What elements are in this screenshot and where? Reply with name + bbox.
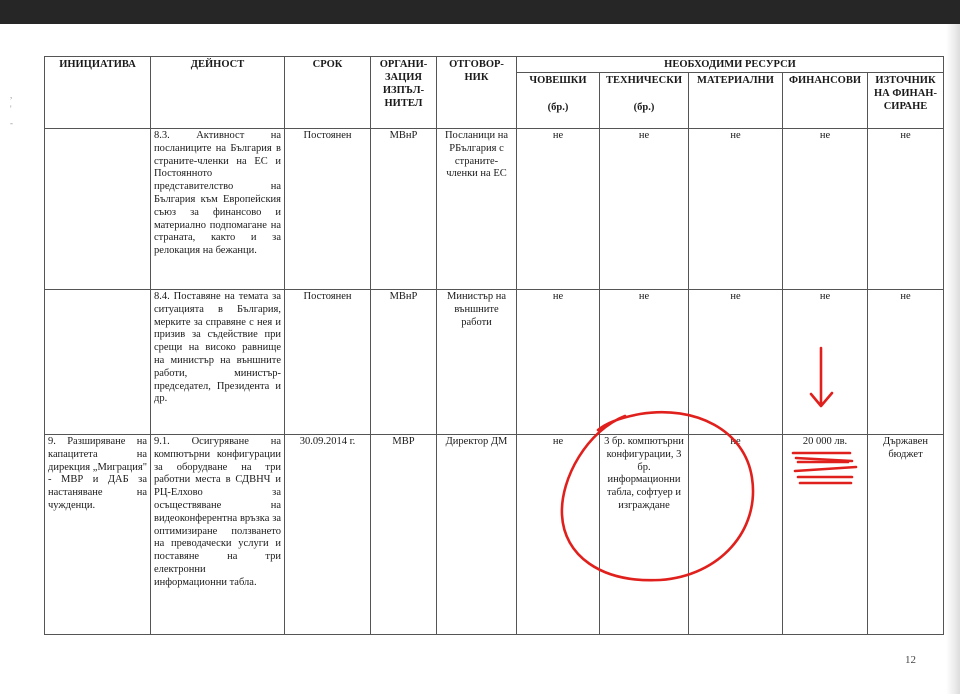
cell-initiative (45, 290, 151, 435)
cell-material: не (689, 290, 783, 435)
cell-material: не (689, 435, 783, 635)
table-row (45, 129, 944, 290)
header-resources-group: НЕОБХОДИМИ РЕСУРСИ (517, 57, 944, 73)
header-activity: ДЕЙНОСТ (151, 57, 285, 129)
cell-activity: 9.1. Осигуряване на компютърни конфигурации за оборудване на три работни места в СДВНЧ и РЦ-Елхово за осъществяване на видеоконферентна връзка за оптимизиране ползването на преводачески услуги и поставяне на три електронни информационни табла. (151, 435, 285, 635)
cell-activity: 8.3. Активност на посланиците на България в страните-членки на ЕС и Постоянното представителство на България към Европейския съюз за финансово и материално подпомагане на страната, както и за релокация на бежанци. (151, 129, 285, 290)
cell-human: не (517, 435, 600, 635)
cell-technical: 3 бр. компютърни конфигурации, 3 бр. информационни табла, софтуер и изграждане (600, 435, 689, 635)
table-row (45, 290, 944, 435)
header-material: МАТЕРИАЛНИ (689, 73, 783, 129)
cell-responsible: Директор ДМ (437, 435, 517, 635)
header-responsible: ОТГОВОР-НИК (437, 57, 517, 129)
header-term: СРОК (285, 57, 371, 129)
action-plan-table (44, 56, 944, 635)
cell-term: 30.09.2014 г. (285, 435, 371, 635)
cell-material: не (689, 129, 783, 290)
cell-technical: не (600, 129, 689, 290)
cell-term: Постоянен (285, 129, 371, 290)
cell-responsible: Посланици на РБългария с страните-членки на ЕС (437, 129, 517, 290)
header-source: ИЗТОЧНИК НА ФИНАН-СИРАНЕ (868, 73, 944, 129)
scan-edge-marks: , ' - (10, 90, 13, 128)
table-row (45, 435, 944, 635)
cell-activity: 8.4. Поставяне на темата за ситуацията в България, мерките за справяне с нея и призив за съдействие при срещи на високо равнище на министър на външните работи, министър-председател, Президента и др. (151, 290, 285, 435)
cell-initiative: 9. Разширяване на капацитета на дирекция „Миграция" - МВР и ДАБ за настаняване на чужденци. (45, 435, 151, 635)
header-organization: ОРГАНИ-ЗАЦИЯ ИЗПЪЛ-НИТЕЛ (371, 57, 437, 129)
cell-human: не (517, 290, 600, 435)
cell-organization: МВнР (371, 129, 437, 290)
header-technical (600, 73, 689, 129)
cell-financial: не (783, 129, 868, 290)
header-technical-label: ТЕХНИЧЕСКИ (606, 75, 682, 86)
cell-initiative (45, 129, 151, 290)
cell-technical: не (600, 290, 689, 435)
page-number: 12 (905, 654, 916, 666)
header-human-label: ЧОВЕШКИ (529, 75, 587, 86)
cell-responsible: Министър на външните работи (437, 290, 517, 435)
cell-organization: МВР (371, 435, 437, 635)
header-technical-unit: (бр.) (633, 102, 655, 113)
cell-financial: не (783, 290, 868, 435)
header-human (517, 73, 600, 129)
header-financial: ФИНАНСОВИ (783, 73, 868, 129)
cell-financial: 20 000 лв. (783, 435, 868, 635)
header-initiative: ИНИЦИАТИВА (45, 57, 151, 129)
scan-top-border (0, 0, 960, 24)
cell-source: не (868, 290, 944, 435)
cell-term: Постоянен (285, 290, 371, 435)
cell-human: не (517, 129, 600, 290)
cell-source: Държавен бюджет (868, 435, 944, 635)
header-human-unit: (бр.) (547, 102, 569, 113)
cell-source: не (868, 129, 944, 290)
scan-right-shadow (946, 24, 960, 694)
cell-organization: МВнР (371, 290, 437, 435)
